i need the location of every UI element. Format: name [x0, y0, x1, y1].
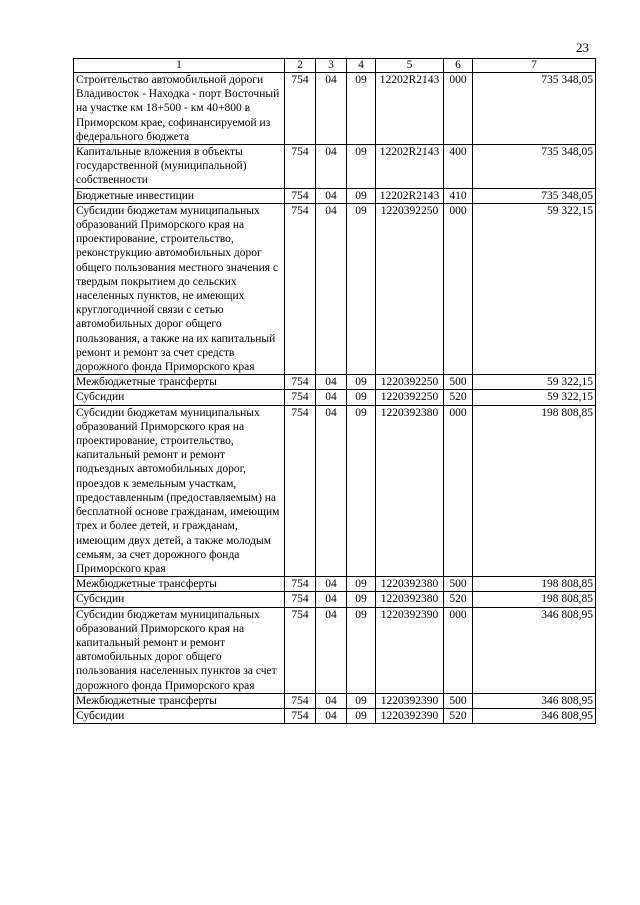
row-section: 04 [316, 405, 347, 576]
row-amount: 198 808,85 [473, 577, 596, 592]
row-subsection: 09 [347, 693, 376, 708]
table-row [74, 203, 596, 374]
row-amount: 735 348,05 [473, 73, 596, 145]
row-section: 04 [316, 203, 347, 374]
row-name: Бюджетные инвестиции [74, 188, 285, 203]
row-target-article: 1220392380 [376, 577, 444, 592]
row-section: 04 [316, 145, 347, 189]
row-subsection: 09 [347, 607, 376, 693]
row-expense-type: 410 [444, 188, 473, 203]
row-section: 04 [316, 592, 347, 607]
table-row [74, 607, 596, 693]
table-row [74, 390, 596, 405]
row-subsection: 09 [347, 375, 376, 390]
row-target-article: 12202R2143 [376, 145, 444, 189]
row-ministry-code: 754 [285, 693, 316, 708]
row-expense-type: 000 [444, 203, 473, 374]
row-ministry-code: 754 [285, 708, 316, 723]
row-ministry-code: 754 [285, 203, 316, 374]
row-amount: 346 808,95 [473, 708, 596, 723]
row-section: 04 [316, 375, 347, 390]
row-expense-type: 520 [444, 390, 473, 405]
row-ministry-code: 754 [285, 592, 316, 607]
row-expense-type: 000 [444, 607, 473, 693]
row-name: Межбюджетные трансферты [74, 577, 285, 592]
row-expense-type: 520 [444, 592, 473, 607]
table-row [74, 592, 596, 607]
row-name: Субсидии бюджетам муниципальных образований Приморского края на проектирование, строительство, капитальный ремонт и ремонт подъездных автомобильных дорог, проездов к земельным участкам, предоставленным (предоставляемым) на бесплатной основе гражданам, имеющим трех и более детей, и гражданам, имеющим двух детей, а также молодым семьям, за счет дорожного фонда Приморского края [74, 405, 285, 576]
row-subsection: 09 [347, 708, 376, 723]
row-name: Субсидии [74, 708, 285, 723]
row-target-article: 1220392380 [376, 592, 444, 607]
row-name: Субсидии бюджетам муниципальных образований Приморского края на проектирование, строительство, реконструкцию автомобильных дорог общего пользования местного значения с твердым покрытием до сельских населенных пунктов, не имеющих круглогодичной связи с сетью автомобильных дорог общего пользования, а также на их капитальный ремонт и ремонт за счет средств дорожного фонда Приморского края [74, 203, 285, 374]
row-target-article: 1220392250 [376, 203, 444, 374]
column-header: 3 [316, 59, 347, 73]
row-amount: 59 322,15 [473, 390, 596, 405]
row-target-article: 12202R2143 [376, 73, 444, 145]
row-expense-type: 500 [444, 375, 473, 390]
row-expense-type: 000 [444, 73, 473, 145]
row-subsection: 09 [347, 390, 376, 405]
row-ministry-code: 754 [285, 145, 316, 189]
row-ministry-code: 754 [285, 405, 316, 576]
row-subsection: 09 [347, 405, 376, 576]
column-header: 2 [285, 59, 316, 73]
row-expense-type: 000 [444, 405, 473, 576]
row-ministry-code: 754 [285, 73, 316, 145]
row-target-article: 12202R2143 [376, 188, 444, 203]
row-name: Субсидии бюджетам муниципальных образований Приморского края на капитальный ремонт и ремонт автомобильных дорог общего пользования населенных пунктов за счет дорожного фонда Приморского края [74, 607, 285, 693]
row-target-article: 1220392250 [376, 390, 444, 405]
row-section: 04 [316, 607, 347, 693]
row-name: Межбюджетные трансферты [74, 693, 285, 708]
row-section: 04 [316, 73, 347, 145]
row-ministry-code: 754 [285, 577, 316, 592]
table-row [74, 708, 596, 723]
row-subsection: 09 [347, 577, 376, 592]
row-amount: 346 808,95 [473, 693, 596, 708]
table-row [74, 188, 596, 203]
row-subsection: 09 [347, 145, 376, 189]
column-header: 1 [74, 59, 285, 73]
table-row [74, 375, 596, 390]
row-expense-type: 400 [444, 145, 473, 189]
row-subsection: 09 [347, 188, 376, 203]
page-number: 23 [576, 40, 589, 55]
table-row [74, 405, 596, 576]
table-row [74, 145, 596, 189]
row-expense-type: 520 [444, 708, 473, 723]
row-subsection: 09 [347, 592, 376, 607]
row-target-article: 1220392250 [376, 375, 444, 390]
row-ministry-code: 754 [285, 188, 316, 203]
row-section: 04 [316, 693, 347, 708]
table-row [74, 577, 596, 592]
row-target-article: 1220392390 [376, 607, 444, 693]
column-header: 4 [347, 59, 376, 73]
row-section: 04 [316, 708, 347, 723]
row-subsection: 09 [347, 73, 376, 145]
row-amount: 346 808,95 [473, 607, 596, 693]
row-amount: 735 348,05 [473, 145, 596, 189]
row-section: 04 [316, 188, 347, 203]
table-row [74, 693, 596, 708]
row-expense-type: 500 [444, 577, 473, 592]
row-expense-type: 500 [444, 693, 473, 708]
row-ministry-code: 754 [285, 390, 316, 405]
row-amount: 59 322,15 [473, 375, 596, 390]
row-target-article: 1220392390 [376, 693, 444, 708]
row-target-article: 1220392380 [376, 405, 444, 576]
row-amount: 198 808,85 [473, 405, 596, 576]
row-name: Строительство автомобильной дороги Владивосток - Находка - порт Восточный на участке км 18+500 - км 40+800 в Приморском крае, софинансируемой из федерального бюджета [74, 73, 285, 145]
budget-table [73, 58, 596, 724]
row-amount: 59 322,15 [473, 203, 596, 374]
row-amount: 735 348,05 [473, 188, 596, 203]
row-amount: 198 808,85 [473, 592, 596, 607]
row-ministry-code: 754 [285, 607, 316, 693]
column-header: 7 [473, 59, 596, 73]
column-header: 5 [376, 59, 444, 73]
row-section: 04 [316, 390, 347, 405]
column-header: 6 [444, 59, 473, 73]
row-name: Субсидии [74, 390, 285, 405]
row-name: Межбюджетные трансферты [74, 375, 285, 390]
row-target-article: 1220392390 [376, 708, 444, 723]
table-header-row [74, 59, 596, 73]
row-subsection: 09 [347, 203, 376, 374]
row-name: Субсидии [74, 592, 285, 607]
row-name: Капитальные вложения в объекты государственной (муниципальной) собственности [74, 145, 285, 189]
row-section: 04 [316, 577, 347, 592]
row-ministry-code: 754 [285, 375, 316, 390]
table-row [74, 73, 596, 145]
